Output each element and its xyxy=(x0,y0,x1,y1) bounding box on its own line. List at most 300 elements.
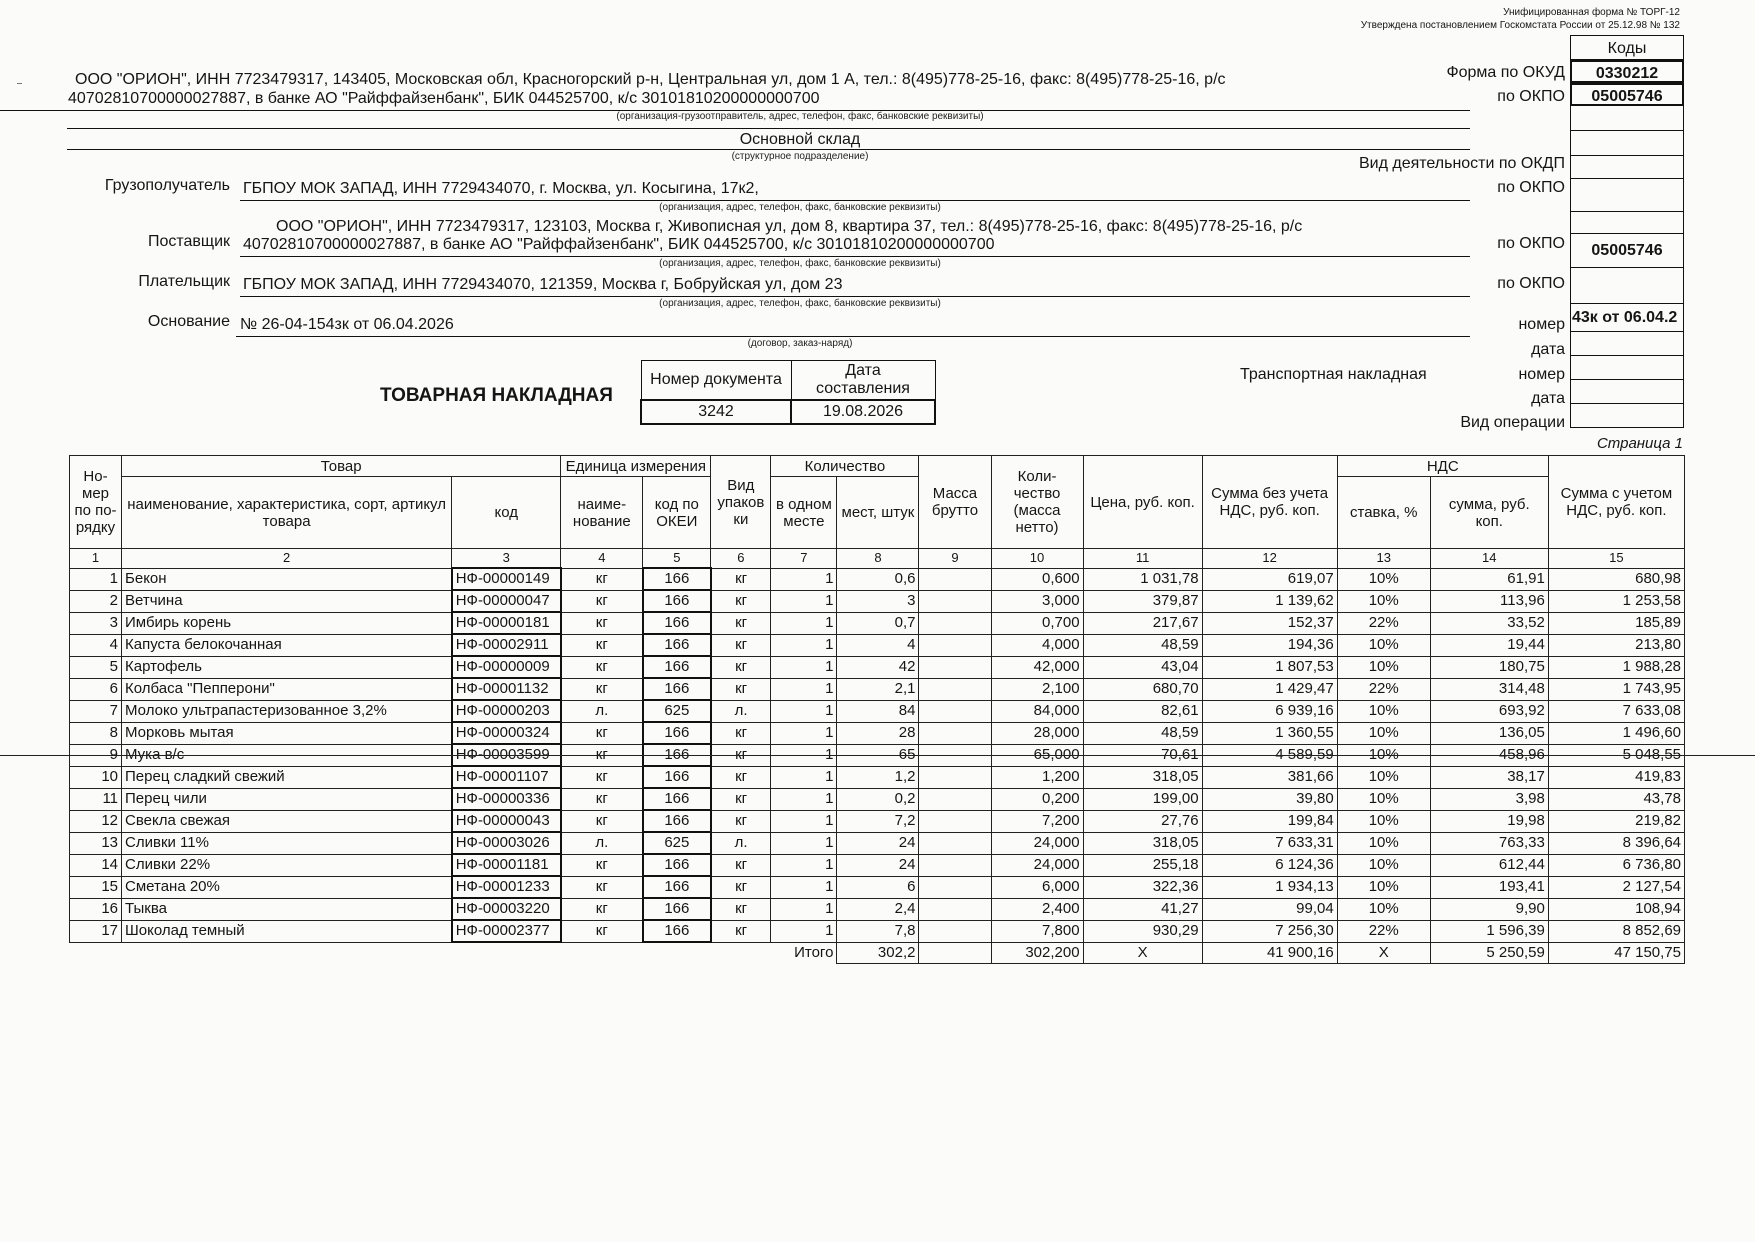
column-number: 10 xyxy=(991,549,1083,569)
cell-unit: кг xyxy=(561,590,643,612)
table-row xyxy=(70,898,1685,920)
cell-gross xyxy=(919,788,991,810)
cell-vat: 33,52 xyxy=(1430,612,1548,634)
cell-vat: 193,41 xyxy=(1430,876,1548,898)
cell-vat: 458,96 xyxy=(1430,744,1548,766)
cell-n: 1 xyxy=(70,568,122,590)
cell-places: 0,7 xyxy=(837,612,919,634)
table-row xyxy=(70,590,1685,612)
cell-sum: 7 633,31 xyxy=(1202,832,1337,854)
cell-n: 11 xyxy=(70,788,122,810)
basis-number-label: номер xyxy=(1518,316,1565,333)
cell-rate: 10% xyxy=(1337,722,1430,744)
cell-vat: 180,75 xyxy=(1430,656,1548,678)
cell-okei: 166 xyxy=(643,788,711,810)
cell-vat: 9,90 xyxy=(1430,898,1548,920)
supplier-caption: (организация, адрес, телефон, факс, банковские реквизиты) xyxy=(659,258,941,269)
cell-total: 419,83 xyxy=(1548,766,1684,788)
column-number: 1 xyxy=(70,549,122,569)
cell-code: НФ-00001181 xyxy=(452,854,561,876)
cell-vat: 3,98 xyxy=(1430,788,1548,810)
cell-unit: кг xyxy=(561,788,643,810)
cell-gross xyxy=(919,568,991,590)
column-numbers-row xyxy=(70,549,1685,569)
header-sum-nonvat: Сумма без учета НДС, руб. коп. xyxy=(1202,456,1337,549)
cell-places: 2,1 xyxy=(837,678,919,700)
cell-pack: кг xyxy=(711,722,771,744)
cell-name: Имбирь корень xyxy=(122,612,452,634)
page-number: Страница 1 xyxy=(1596,435,1683,452)
cell-pack: л. xyxy=(711,700,771,722)
cell-vat: 19,44 xyxy=(1430,634,1548,656)
cell-okei: 166 xyxy=(643,590,711,612)
cell-name: Шоколад темный xyxy=(122,920,452,942)
shipper-line1: ООО "ОРИОН", ИНН 7723479317, 143405, Московская обл, Красногорский р-н, Центральная ул, дом 1 А, тел.: 8(495)778-25-16, факс: 8(495)778-25-16, р/с xyxy=(75,71,1226,88)
cell-unit: кг xyxy=(561,656,643,678)
table-row xyxy=(70,920,1685,942)
cell-price: 48,59 xyxy=(1083,722,1202,744)
cell-code: НФ-00000149 xyxy=(452,568,561,590)
cell-name: Картофель xyxy=(122,656,452,678)
cell-inplace: 1 xyxy=(771,612,837,634)
cell-pack: кг xyxy=(711,678,771,700)
column-number: 8 xyxy=(837,549,919,569)
cell-gross xyxy=(919,590,991,612)
cell-net: 24,000 xyxy=(991,832,1083,854)
cell-inplace: 1 xyxy=(771,920,837,942)
header-vat: НДС xyxy=(1337,456,1548,477)
cell-pack: кг xyxy=(711,920,771,942)
payer-caption: (организация, адрес, телефон, факс, банковские реквизиты) xyxy=(659,298,941,309)
cell-places: 3 xyxy=(837,590,919,612)
cell-code: НФ-00001107 xyxy=(452,766,561,788)
cell-okei: 166 xyxy=(643,898,711,920)
basis-number-code: 43к от 06.04.2 xyxy=(1570,304,1684,332)
cell-code: НФ-00001132 xyxy=(452,678,561,700)
cell-inplace: 1 xyxy=(771,700,837,722)
cell-places: 7,2 xyxy=(837,810,919,832)
cell-price: 318,05 xyxy=(1083,832,1202,854)
payer-value: ГБПОУ МОК ЗАПАД, ИНН 7729434070, 121359, Москва г, Бобруйская ул, дом 23 xyxy=(243,276,843,293)
cell-gross xyxy=(919,678,991,700)
cell-code: НФ-00003220 xyxy=(452,898,561,920)
scan-line xyxy=(0,755,1755,756)
header-unit: Единица измерения xyxy=(561,456,711,477)
cell-code: НФ-00000336 xyxy=(452,788,561,810)
cell-gross xyxy=(919,700,991,722)
cell-price: 379,87 xyxy=(1083,590,1202,612)
shipper-line2: 40702810700000027887, в банке АО "Райффайзенбанк", БИК 044525700, к/с 30101810200000000700 xyxy=(68,90,820,107)
okpo-label: по ОКПО xyxy=(1497,88,1565,105)
cell-gross xyxy=(919,810,991,832)
table-row xyxy=(70,722,1685,744)
cell-net: 65,000 xyxy=(991,744,1083,766)
consignee-label: Грузополучатель xyxy=(104,177,230,194)
cell-okei: 166 xyxy=(643,722,711,744)
cell-rate: 22% xyxy=(1337,920,1430,942)
cell-n: 13 xyxy=(70,832,122,854)
supplier-okpo-code: 05005746 xyxy=(1570,234,1684,268)
transport-date-label: дата xyxy=(1531,390,1565,407)
header-goods: Товар xyxy=(122,456,561,477)
cell-pack: кг xyxy=(711,876,771,898)
cell-net: 84,000 xyxy=(991,700,1083,722)
cell-net: 0,200 xyxy=(991,788,1083,810)
cell-inplace: 1 xyxy=(771,766,837,788)
cell-price: 217,67 xyxy=(1083,612,1202,634)
cell-okei: 166 xyxy=(643,678,711,700)
cell-code: НФ-00000047 xyxy=(452,590,561,612)
form-header-line2: Утверждена постановлением Госкомстата России от 25.12.98 № 132 xyxy=(1360,20,1680,31)
cell-price: 1 031,78 xyxy=(1083,568,1202,590)
doc-number-header: Номер документа xyxy=(641,361,791,401)
cell-pack: кг xyxy=(711,854,771,876)
payer-okpo-label: по ОКПО xyxy=(1497,275,1565,292)
cell-n: 12 xyxy=(70,810,122,832)
cell-rate: 22% xyxy=(1337,612,1430,634)
cell-places: 24 xyxy=(837,832,919,854)
table-row xyxy=(70,656,1685,678)
cell-sum: 1 807,53 xyxy=(1202,656,1337,678)
cell-inplace: 1 xyxy=(771,634,837,656)
cell-gross xyxy=(919,876,991,898)
cell-pack: кг xyxy=(711,810,771,832)
cell-gross xyxy=(919,722,991,744)
column-number: 6 xyxy=(711,549,771,569)
column-number: 13 xyxy=(1337,549,1430,569)
cell-sum: 619,07 xyxy=(1202,568,1337,590)
cell-n: 10 xyxy=(70,766,122,788)
header-okei: код по ОКЕИ xyxy=(643,477,711,549)
cell-inplace: 1 xyxy=(771,876,837,898)
cell-total: 7 633,08 xyxy=(1548,700,1684,722)
supplier-okpo-label: по ОКПО xyxy=(1497,235,1565,252)
cell-n: 15 xyxy=(70,876,122,898)
cell-total: 1 743,95 xyxy=(1548,678,1684,700)
cell-n: 3 xyxy=(70,612,122,634)
cell-price: 43,04 xyxy=(1083,656,1202,678)
cell-total: 1 496,60 xyxy=(1548,722,1684,744)
basis-date-label: дата xyxy=(1531,341,1565,358)
cell-pack: кг xyxy=(711,898,771,920)
cell-code: НФ-00002911 xyxy=(452,634,561,656)
cell-pack: кг xyxy=(711,744,771,766)
cell-rate: 10% xyxy=(1337,898,1430,920)
cell-places: 7,8 xyxy=(837,920,919,942)
cell-inplace: 1 xyxy=(771,678,837,700)
cell-code: НФ-00000324 xyxy=(452,722,561,744)
totals-places: 302,2 xyxy=(837,942,919,963)
cell-rate: 10% xyxy=(1337,568,1430,590)
cell-price: 318,05 xyxy=(1083,766,1202,788)
okud-label: Форма по ОКУД xyxy=(1446,64,1565,81)
cell-name: Морковь мытая xyxy=(122,722,452,744)
cell-price: 199,00 xyxy=(1083,788,1202,810)
cell-net: 2,100 xyxy=(991,678,1083,700)
cell-code: НФ-00000181 xyxy=(452,612,561,634)
column-number: 3 xyxy=(452,549,561,569)
cell-unit: кг xyxy=(561,568,643,590)
okud-code: 0330212 xyxy=(1570,60,1684,83)
cell-sum: 1 429,47 xyxy=(1202,678,1337,700)
consignee-okpo-code xyxy=(1570,179,1684,212)
form-header-line1: Унифицированная форма № ТОРГ-12 xyxy=(1503,7,1680,18)
cell-inplace: 1 xyxy=(771,788,837,810)
totals-price: X xyxy=(1083,942,1202,963)
totals-vat: 5 250,59 xyxy=(1430,942,1548,963)
cell-price: 930,29 xyxy=(1083,920,1202,942)
cell-vat: 314,48 xyxy=(1430,678,1548,700)
table-row xyxy=(70,700,1685,722)
cell-net: 7,800 xyxy=(991,920,1083,942)
cell-name: Бекон xyxy=(122,568,452,590)
cell-unit: кг xyxy=(561,920,643,942)
consignee-value: ГБПОУ МОК ЗАПАД, ИНН 7729434070, г. Москва, ул. Косыгина, 17к2, xyxy=(243,180,759,197)
form-header xyxy=(1361,6,1680,32)
cell-code: НФ-00002377 xyxy=(452,920,561,942)
cell-name: Мука в/с xyxy=(122,744,452,766)
cell-places: 1,2 xyxy=(837,766,919,788)
cell-total: 2 127,54 xyxy=(1548,876,1684,898)
cell-rate: 10% xyxy=(1337,854,1430,876)
cell-rate: 10% xyxy=(1337,810,1430,832)
basis-date-code xyxy=(1570,332,1684,356)
cell-net: 4,000 xyxy=(991,634,1083,656)
cell-okei: 166 xyxy=(643,876,711,898)
cell-vat: 113,96 xyxy=(1430,590,1548,612)
cell-total: 43,78 xyxy=(1548,788,1684,810)
cell-okei: 625 xyxy=(643,832,711,854)
shipper-caption: (организация-грузоотправитель, адрес, телефон, факс, банковские реквизиты) xyxy=(616,111,984,122)
cell-inplace: 1 xyxy=(771,722,837,744)
cell-total: 1 253,58 xyxy=(1548,590,1684,612)
cell-gross xyxy=(919,854,991,876)
cell-okei: 166 xyxy=(643,920,711,942)
cell-places: 0,6 xyxy=(837,568,919,590)
cell-net: 3,000 xyxy=(991,590,1083,612)
cell-sum: 1 934,13 xyxy=(1202,876,1337,898)
division-topline xyxy=(67,128,1470,129)
cell-code: НФ-00003599 xyxy=(452,744,561,766)
cell-vat: 693,92 xyxy=(1430,700,1548,722)
cell-inplace: 1 xyxy=(771,590,837,612)
cell-unit: кг xyxy=(561,634,643,656)
cell-places: 28 xyxy=(837,722,919,744)
cell-sum: 99,04 xyxy=(1202,898,1337,920)
cell-unit: л. xyxy=(561,700,643,722)
cell-n: 8 xyxy=(70,722,122,744)
column-number: 5 xyxy=(643,549,711,569)
table-row xyxy=(70,612,1685,634)
cell-price: 255,18 xyxy=(1083,854,1202,876)
cell-n: 17 xyxy=(70,920,122,942)
cell-okei: 166 xyxy=(643,634,711,656)
supplier-line2: 40702810700000027887, в банке АО "Райффайзенбанк", БИК 044525700, к/с 30101810200000000700 xyxy=(243,236,995,253)
cell-net: 2,400 xyxy=(991,898,1083,920)
division-underline xyxy=(67,149,1470,150)
cell-n: 2 xyxy=(70,590,122,612)
cell-name: Перец сладкий свежий xyxy=(122,766,452,788)
header-vat-sum: сумма, руб. коп. xyxy=(1430,477,1548,549)
cell-name: Перец чили xyxy=(122,788,452,810)
cell-price: 322,36 xyxy=(1083,876,1202,898)
doc-number: 3242 xyxy=(641,400,791,424)
cell-code: НФ-00000203 xyxy=(452,700,561,722)
cell-gross xyxy=(919,634,991,656)
cell-net: 0,600 xyxy=(991,568,1083,590)
cell-sum: 194,36 xyxy=(1202,634,1337,656)
cell-rate: 10% xyxy=(1337,766,1430,788)
cell-okei: 166 xyxy=(643,854,711,876)
cell-code: НФ-00003026 xyxy=(452,832,561,854)
cell-vat: 136,05 xyxy=(1430,722,1548,744)
totals-sum: 41 900,16 xyxy=(1202,942,1337,963)
cell-sum: 152,37 xyxy=(1202,612,1337,634)
cell-code: НФ-00000009 xyxy=(452,656,561,678)
cell-unit: кг xyxy=(561,612,643,634)
cell-net: 0,700 xyxy=(991,612,1083,634)
cell-unit: кг xyxy=(561,678,643,700)
division-value: Основной склад xyxy=(739,131,861,148)
cell-rate: 22% xyxy=(1337,678,1430,700)
cell-rate: 10% xyxy=(1337,876,1430,898)
header-rate: ставка, % xyxy=(1337,477,1430,549)
cell-pack: кг xyxy=(711,568,771,590)
header-unit-name: наиме-нование xyxy=(561,477,643,549)
cell-places: 6 xyxy=(837,876,919,898)
table-row xyxy=(70,634,1685,656)
header-code: код xyxy=(452,477,561,549)
cell-total: 219,82 xyxy=(1548,810,1684,832)
cell-okei: 166 xyxy=(643,656,711,678)
basis-underline xyxy=(236,336,1470,337)
totals-label: Итого xyxy=(794,944,834,961)
document-title: ТОВАРНАЯ НАКЛАДНАЯ xyxy=(380,385,613,406)
cell-net: 28,000 xyxy=(991,722,1083,744)
operation-label: Вид операции xyxy=(1460,414,1565,431)
cell-gross xyxy=(919,656,991,678)
cell-inplace: 1 xyxy=(771,568,837,590)
cell-vat: 19,98 xyxy=(1430,810,1548,832)
cell-sum: 199,84 xyxy=(1202,810,1337,832)
cell-inplace: 1 xyxy=(771,656,837,678)
header-total: Сумма с учетом НДС, руб. коп. xyxy=(1548,456,1684,549)
cell-gross xyxy=(919,612,991,634)
cell-unit: л. xyxy=(561,832,643,854)
cell-total: 213,80 xyxy=(1548,634,1684,656)
payer-okpo-code xyxy=(1570,268,1684,304)
header-qty: Количество xyxy=(771,456,919,477)
cell-n: 7 xyxy=(70,700,122,722)
cell-price: 680,70 xyxy=(1083,678,1202,700)
cell-vat: 612,44 xyxy=(1430,854,1548,876)
cell-n: 6 xyxy=(70,678,122,700)
cell-okei: 166 xyxy=(643,568,711,590)
cell-price: 82,61 xyxy=(1083,700,1202,722)
cell-pack: кг xyxy=(711,766,771,788)
table-row xyxy=(70,810,1685,832)
cell-unit: кг xyxy=(561,876,643,898)
cell-rate: 10% xyxy=(1337,788,1430,810)
cell-rate: 10% xyxy=(1337,590,1430,612)
cell-n: 14 xyxy=(70,854,122,876)
cell-rate: 10% xyxy=(1337,656,1430,678)
cell-places: 42 xyxy=(837,656,919,678)
basis-caption: (договор, заказ-наряд) xyxy=(747,338,853,349)
okpo-code: 05005746 xyxy=(1570,83,1684,106)
header-in-place: в одном месте xyxy=(771,477,837,549)
cell-sum: 4 589,59 xyxy=(1202,744,1337,766)
table-row xyxy=(70,832,1685,854)
column-number: 2 xyxy=(122,549,452,569)
cell-sum: 1 139,62 xyxy=(1202,590,1337,612)
cell-pack: кг xyxy=(711,612,771,634)
table-row xyxy=(70,678,1685,700)
cell-sum: 7 256,30 xyxy=(1202,920,1337,942)
cell-code: НФ-00000043 xyxy=(452,810,561,832)
cell-n: 9 xyxy=(70,744,122,766)
cell-okei: 166 xyxy=(643,612,711,634)
cell-rate: 10% xyxy=(1337,700,1430,722)
table-row xyxy=(70,854,1685,876)
supplier-line1: ООО "ОРИОН", ИНН 7723479317, 123103, Москва г, Живописная ул, дом 8, квартира 37, тел.: 8(495)778-25-16, факс: 8(495)778-25-16, р/с xyxy=(276,218,1303,235)
totals-net: 302,200 xyxy=(991,942,1083,963)
cell-places: 0,2 xyxy=(837,788,919,810)
consignee-underline xyxy=(240,200,1470,201)
cell-pack: кг xyxy=(711,590,771,612)
cell-name: Молоко ультрапастеризованное 3,2% xyxy=(122,700,452,722)
cell-okei: 166 xyxy=(643,744,711,766)
cell-name: Сливки 11% xyxy=(122,832,452,854)
basis-label: Основание xyxy=(147,313,230,330)
totals-gross xyxy=(919,942,991,963)
cell-net: 42,000 xyxy=(991,656,1083,678)
header-net: Коли-чество (масса нетто) xyxy=(991,456,1083,549)
table-row xyxy=(70,788,1685,810)
cell-unit: кг xyxy=(561,854,643,876)
column-number: 9 xyxy=(919,549,991,569)
cell-total: 680,98 xyxy=(1548,568,1684,590)
cell-pack: кг xyxy=(711,788,771,810)
cell-price: 27,76 xyxy=(1083,810,1202,832)
cell-places: 4 xyxy=(837,634,919,656)
cell-sum: 6 124,36 xyxy=(1202,854,1337,876)
codes-box xyxy=(1570,35,1684,428)
cell-sum: 39,80 xyxy=(1202,788,1337,810)
cell-total: 5 048,55 xyxy=(1548,744,1684,766)
payer-label: Плательщик xyxy=(138,273,230,290)
payer-underline xyxy=(240,296,1470,297)
column-number: 7 xyxy=(771,549,837,569)
document-number-box xyxy=(640,360,936,425)
column-number: 12 xyxy=(1202,549,1337,569)
doc-date: 19.08.2026 xyxy=(791,400,935,424)
cell-gross xyxy=(919,832,991,854)
transport-number-label: номер xyxy=(1518,366,1565,383)
cell-places: 65 xyxy=(837,744,919,766)
cell-total: 8 396,64 xyxy=(1548,832,1684,854)
supplier-underline xyxy=(240,256,1470,257)
totals-rate: X xyxy=(1337,942,1430,963)
cell-total: 185,89 xyxy=(1548,612,1684,634)
goods-table xyxy=(69,455,1685,964)
table-row xyxy=(70,876,1685,898)
cell-sum: 1 360,55 xyxy=(1202,722,1337,744)
cell-inplace: 1 xyxy=(771,854,837,876)
cell-inplace: 1 xyxy=(771,810,837,832)
column-number: 11 xyxy=(1083,549,1202,569)
cell-price: 41,27 xyxy=(1083,898,1202,920)
